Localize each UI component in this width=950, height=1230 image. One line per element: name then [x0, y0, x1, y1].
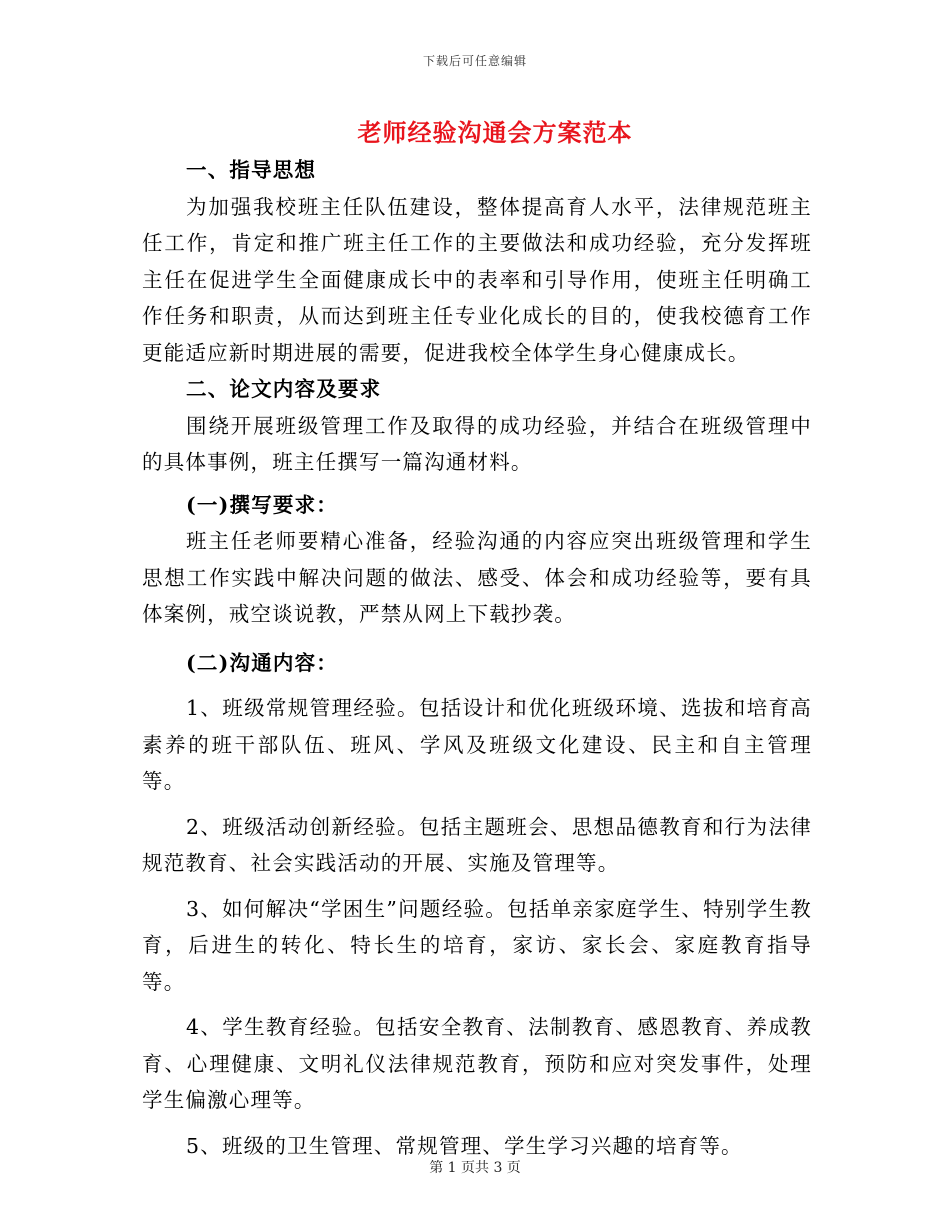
section-heading-content: 二、论文内容及要求 — [186, 377, 382, 401]
subsection-heading-writing: (一)撰写要求： — [186, 492, 338, 517]
paragraph-content: 围绕开展班级管理工作及取得的成功经验，并结合在班级管理中的具体事例，班主任撰写一篇沟通材料。 — [142, 413, 812, 474]
list-item: 1、班级常规管理经验。包括设计和优化班级环境、选拔和培育高素养的班干部队伍、班风、学风及班级文化建设、民主和自主管理等。 — [142, 696, 812, 793]
page-footer: 第 1 页共 3 页 — [429, 1160, 521, 1176]
list-item: 3、如何解决“学困生”问题经验。包括单亲家庭学生、特别学生教育，后进生的转化、特长生的培育，家访、家长会、家庭教育指导等。 — [142, 896, 812, 994]
section-heading-guide: 一、指导思想 — [186, 158, 317, 182]
document-title: 老师经验沟通会方案范本 — [357, 118, 633, 147]
subsection-heading-communication: (二)沟通内容： — [186, 650, 338, 675]
document-body — [142, 152, 812, 1164]
paragraph-writing: 班主任老师要精心准备，经验沟通的内容应突出班级管理和学生思想工作实践中解决问题的做法、感受、体会和成功经验等，要有具体案例，戒空谈说教，严禁从网上下载抄袭。 — [142, 529, 812, 626]
paragraph-guide: 为加强我校班主任队伍建设，整体提高育人水平，法律规范班主任工作，肯定和推广班主任工作的主要做法和成功经验，充分发挥班主任在促进学生全面健康成长中的表率和引导作用，使班主任明确工作任务和职责，从而达到班主任专业化成长的目的，使我校德育工作更能适应新时期进展的需要，促进我校全体学生身心健康成长。 — [142, 194, 812, 365]
list-item: 2、班级活动创新经验。包括主题班会、思想品德教育和行为法律规范教育、社会实践活动的开展、实施及管理等。 — [142, 814, 812, 875]
list-item: 5、班级的卫生管理、常规管理、学生学习兴趣的培育等。 — [186, 1133, 743, 1158]
header-note: 下载后可任意编辑 — [422, 54, 527, 68]
list-item: 4、学生教育经验。包括安全教育、法制教育、感恩教育、养成教育、心理健康、文明礼仪法律规范教育，预防和应对突发事件，处理学生偏激心理等。 — [142, 1015, 812, 1112]
